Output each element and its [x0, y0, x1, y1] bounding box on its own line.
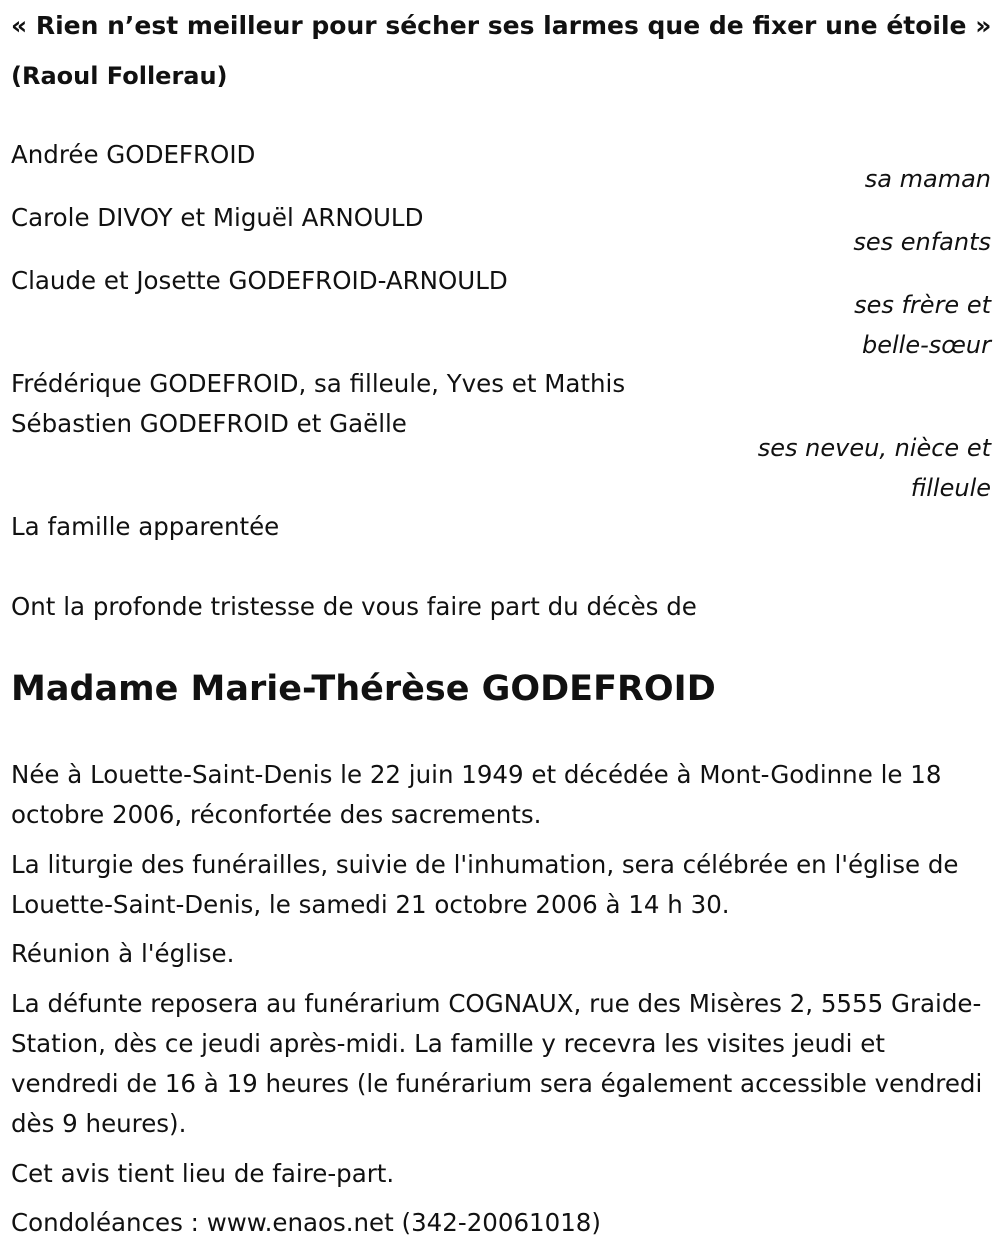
family-name-children: Carole DIVOY et Miguël ARNOULD	[11, 203, 424, 232]
notice-paragraph: Cet avis tient lieu de faire-part.	[11, 1159, 395, 1188]
birth-death-paragraph: Née à Louette-Saint-Denis le 22 juin 1949 et décédée à Mont-Godinne le 18 octobre 2006, réconfortée des sacrements.	[11, 760, 942, 829]
family-name-mother: Andrée GODEFROID	[11, 140, 256, 169]
announcement-text: Ont la profonde tristesse de vous faire part du décès de	[11, 592, 697, 621]
relation-siblings-line1: ses frère et	[854, 291, 991, 319]
funerarium-paragraph: La défunte reposera au funérarium COGNAUX, rue des Misères 2, 5555 Graide-Station, dès ce jeudi après-midi. La famille y recevra les visites jeudi et vendredi de 16 à 19 heures (le funérarium sera également accessible vendredi dès 9 heures).	[11, 989, 983, 1138]
condolences-paragraph: Condoléances : www.enaos.net (342-20061018)	[11, 1208, 601, 1237]
meeting-paragraph: Réunion à l'église.	[11, 939, 235, 968]
relation-children: ses enfants	[853, 228, 991, 256]
relation-siblings-line2: belle-sœur	[861, 331, 991, 359]
family-name-nephews-line1: Frédérique GODEFROID, sa filleule, Yves et Mathis	[11, 369, 626, 398]
family-name-relatives: La famille apparentée	[11, 512, 280, 541]
family-name-nephews-line2: Sébastien GODEFROID et Gaëlle	[11, 409, 407, 438]
epigraph-quote: « Rien n’est meilleur pour sécher ses larmes que de fixer une étoile »	[11, 11, 992, 40]
relation-nephews-line2: filleule	[910, 474, 991, 502]
relation-mother: sa maman	[864, 165, 991, 193]
funeral-paragraph: La liturgie des funérailles, suivie de l'inhumation, sera célébrée en l'église de Louette-Saint-Denis, le samedi 21 octobre 2006 à 14 h 30.	[11, 850, 959, 919]
relation-nephews-line1: ses neveu, nièce et	[757, 434, 991, 462]
family-name-siblings: Claude et Josette GODEFROID-ARNOULD	[11, 266, 508, 295]
deceased-name: Madame Marie-Thérèse GODEFROID	[11, 669, 716, 709]
epigraph-author: (Raoul Follerau)	[11, 62, 228, 90]
